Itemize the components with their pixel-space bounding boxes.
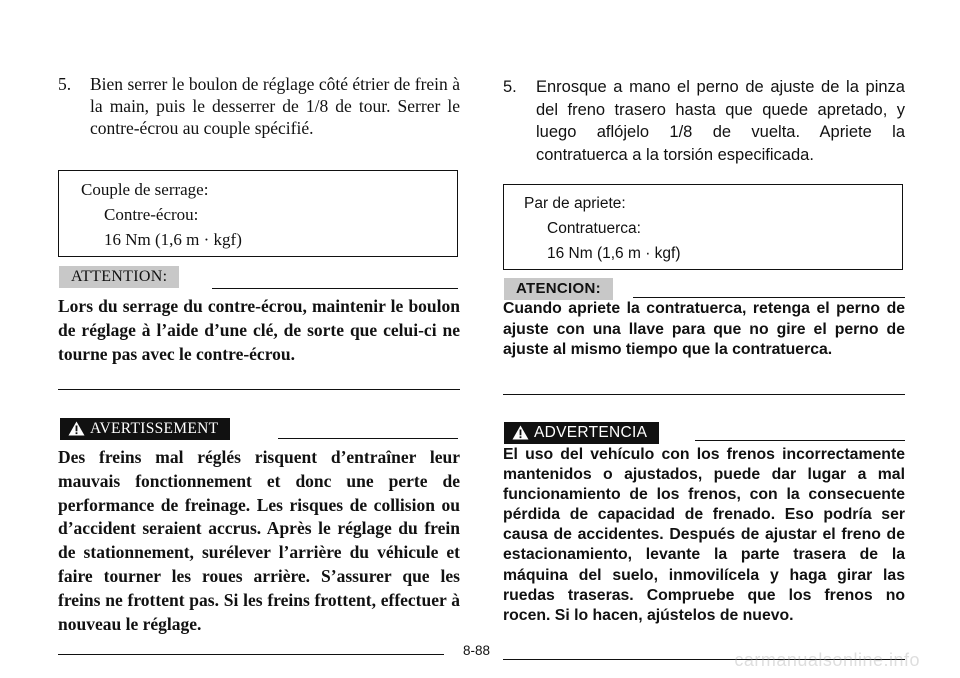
torque-value: 16 Nm (1,6 m · kgf) (104, 230, 242, 249)
torque-spec-box-es (503, 184, 903, 270)
warning-header-fr (58, 418, 460, 442)
caution-text-fr: Lors du serrage du contre-écrou, maintenir le boulon de réglage à l’aide d’une clé, de sorte que celui-ci ne tourne pas avec le contre-écrou. (58, 296, 460, 364)
page-number: 8-88 (463, 643, 491, 658)
warning-label: AVERTISSEMENT (90, 420, 219, 437)
header-rule (633, 297, 905, 298)
step-number: 5. (58, 74, 72, 94)
header-rule (278, 438, 458, 439)
warning-triangle-icon (68, 421, 85, 436)
caution-header-fr (58, 266, 460, 290)
watermark: carmanualsonline.info (734, 650, 920, 670)
torque-title: Par de apriete: (524, 195, 626, 212)
torque-spec-box-fr (58, 170, 458, 257)
warning-chip (60, 418, 230, 440)
warning-triangle-icon (512, 425, 529, 440)
warning-text-fr: Des freins mal réglés risquent d’entraîner leur mauvais fonctionnement et donc une perte de performance de freinage. Les risques de collision ou d’accident seraient accrus. Après le réglage du frein de stationnement, surélever l’arrière du véhicule et faire tourner les roues arrière. S’assurer que les freins ne frottent pas. Si les freins frottent, effectuer à nouveau le réglage. (58, 447, 460, 634)
caution-end-rule (58, 389, 460, 390)
warning-text-es: El uso del vehículo con los frenos incorrectamente mantenidos o ajustados, puede dar lugar a mal funcionamiento de los frenos, con la consecuente pérdida de capacidad de frenado. Eso podría ser causa de accidentes. Después de ajustar el freno de estacionamiento, levante la parte trasera de la máquina del suelo, inmovilícela y haga girar las ruedas traseras. Compruebe que los frenos no rocen. Si lo hacen, ajústelos de nuevo. (503, 446, 905, 624)
step-text: Bien serrer le boulon de réglage côté étrier de frein à la main, puis le desserrer de 1/8 de tour. Serrer le contre-écrou au couple spécifié. (90, 74, 460, 138)
warning-end-rule (58, 654, 444, 655)
caution-end-rule (503, 394, 905, 395)
torque-item: Contratuerca: (547, 220, 641, 237)
caution-label: ATENCION: (504, 278, 613, 300)
torque-item: Contre-écrou: (104, 205, 199, 224)
step-5-es (503, 76, 905, 166)
step-text: Enrosque a mano el perno de ajuste de la pinza del freno trasero hasta que quede apretado, y luego aflójelo 1/8 de vuelta. Apriete la contratuerca a la torsión especificada. (536, 78, 905, 164)
warning-label: ADVERTENCIA (534, 424, 648, 441)
header-rule (212, 288, 458, 289)
header-rule (695, 440, 905, 441)
caution-label: ATTENTION: (59, 266, 179, 288)
warning-chip (504, 422, 659, 444)
step-5-fr (58, 73, 460, 139)
step-number: 5. (503, 78, 517, 96)
torque-value: 16 Nm (1,6 m · kgf) (547, 245, 681, 262)
torque-title: Couple de serrage: (81, 180, 209, 199)
warning-header-es (503, 422, 905, 446)
caution-text-es: Cuando apriete la contratuerca, retenga el perno de ajuste con una llave para que no gire el perno de ajuste al mismo tiempo que la contratuerca. (503, 300, 905, 358)
